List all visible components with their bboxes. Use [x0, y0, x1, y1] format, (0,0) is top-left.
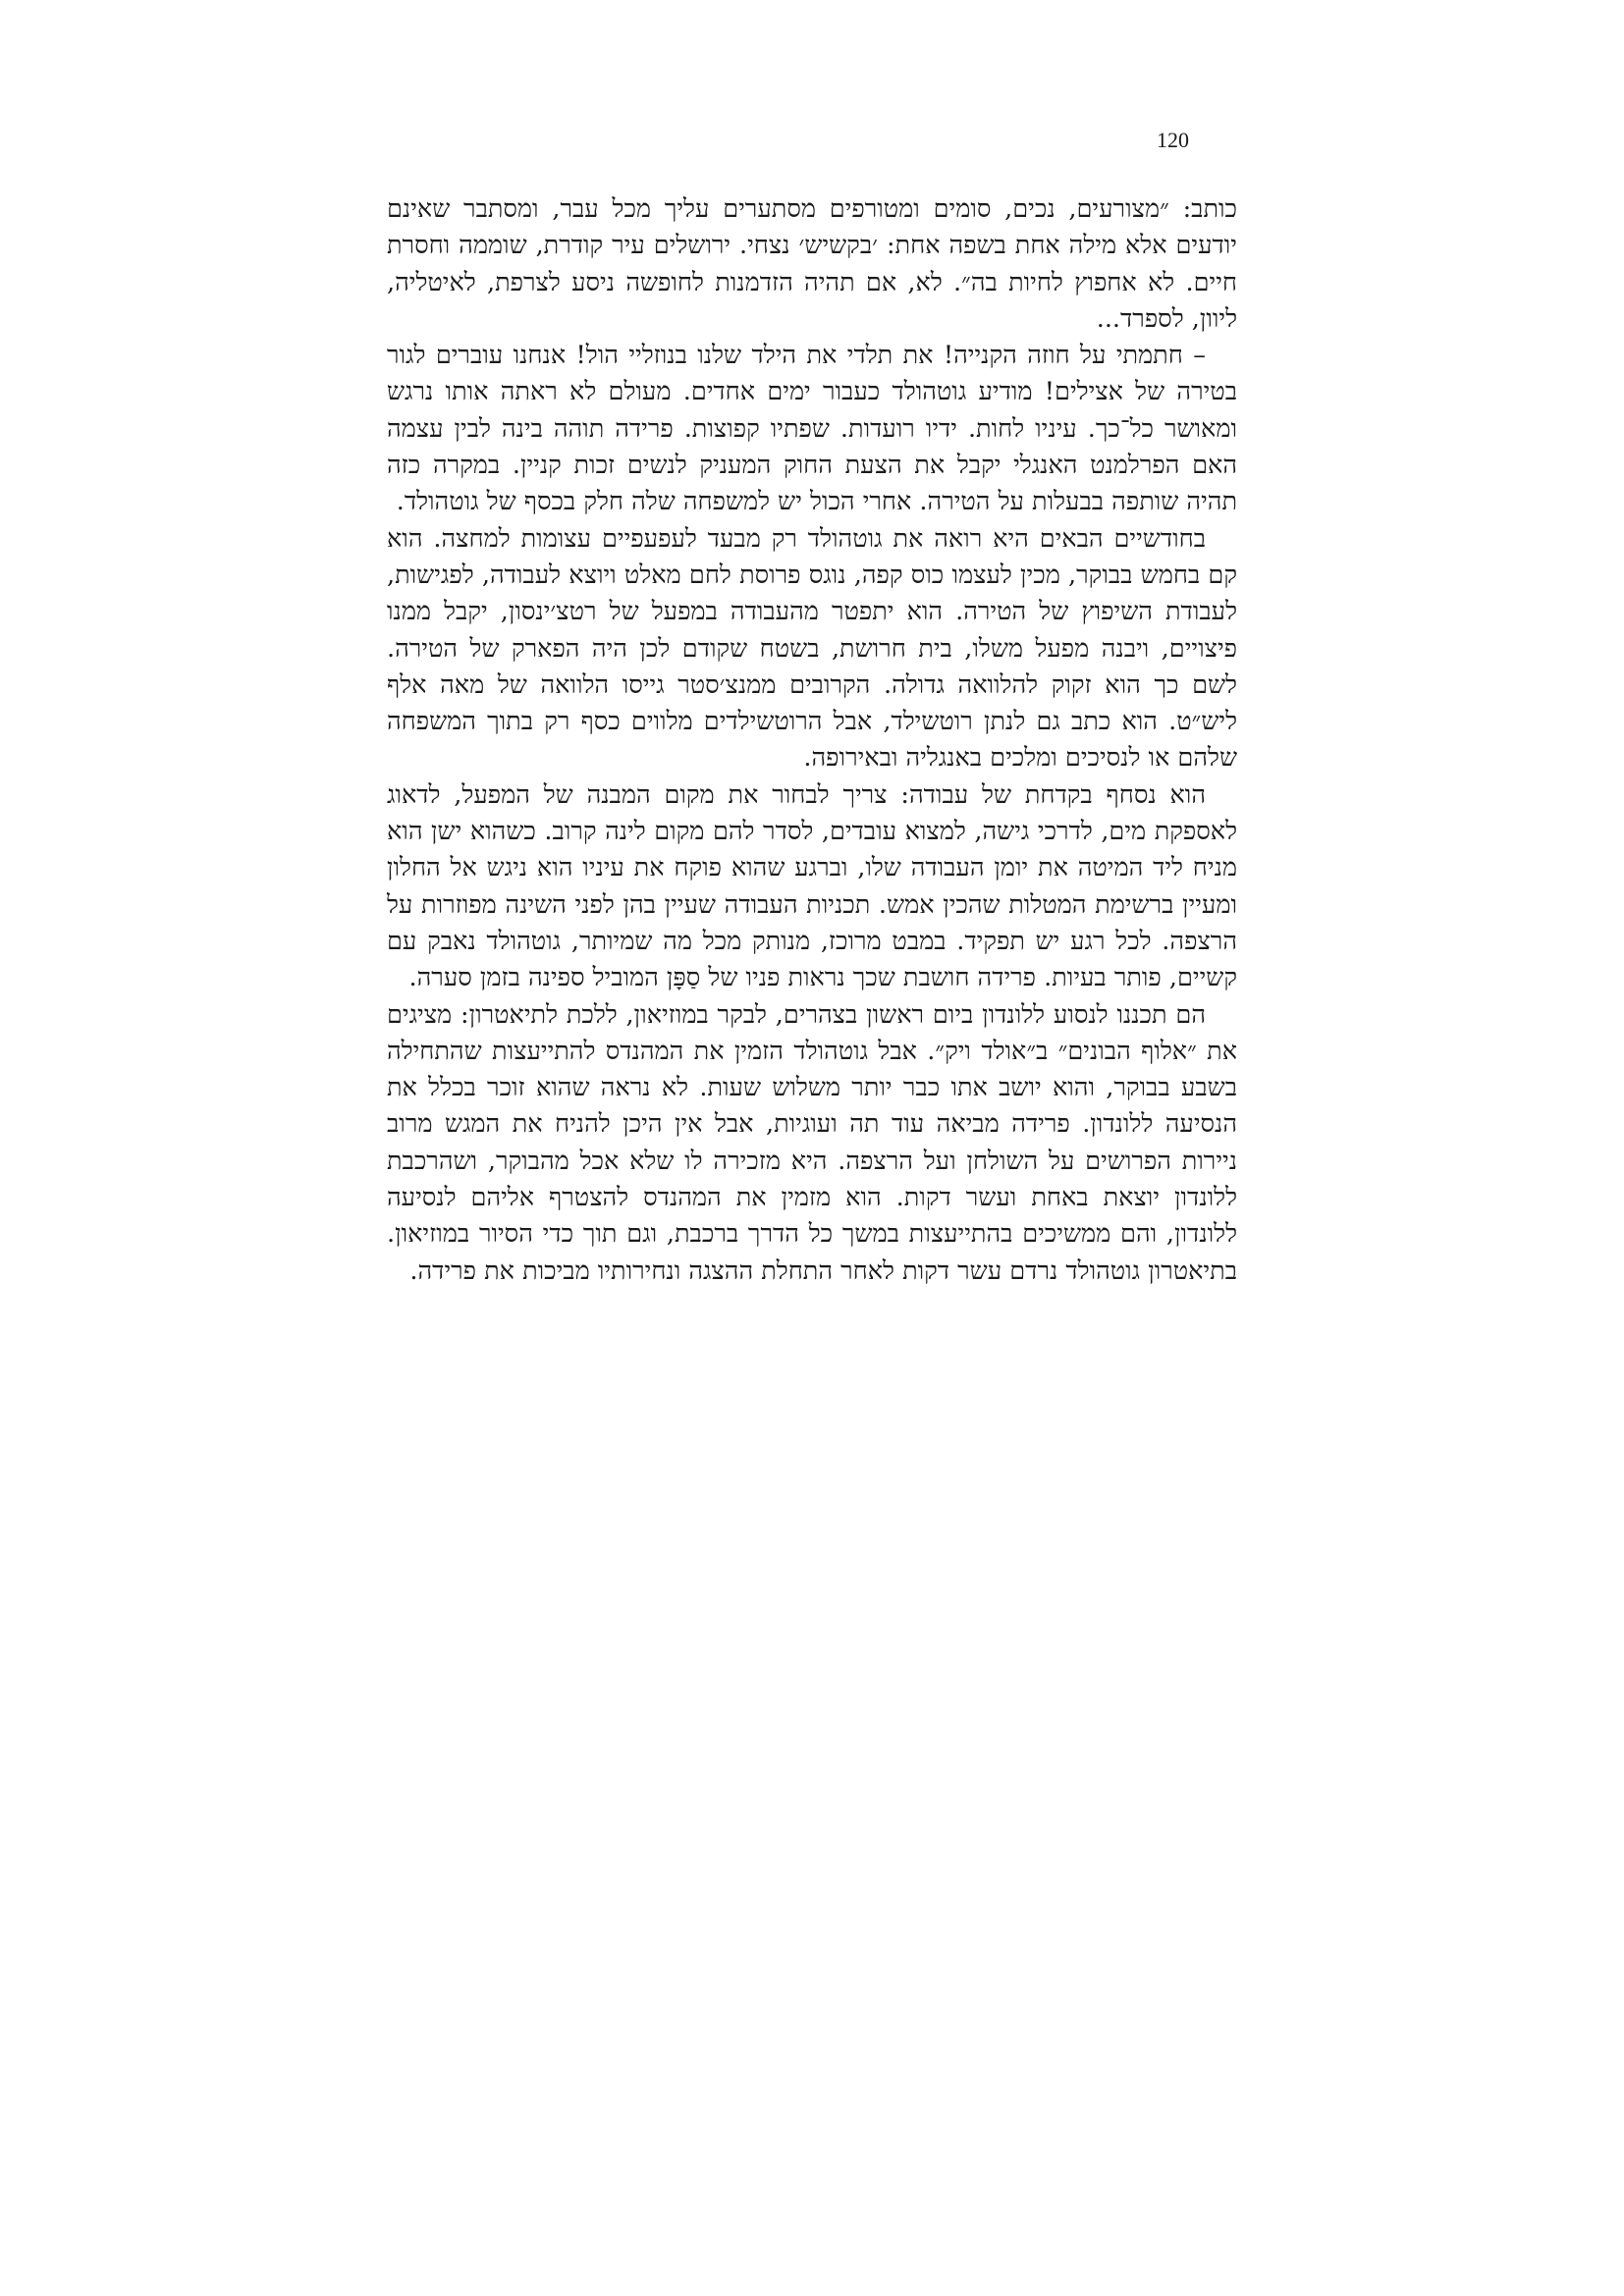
page-number: 120: [1157, 128, 1189, 152]
paragraph: כותב: ״מצורעים, נכים, סומים ומטורפים מסתערים עליך מכל עבר, ומסתבר שאינם יודעים אלא מילה אחת בשפה אחת: ׳בקשיש׳ נצחי. ירושלים עיר קודרת, שוממה וחסרת חיים. לא אחפוץ לחיות בה״. לא, אם תהיה הזדמנות לחופשה ניסע לצרפת, לאיטליה, ליוון, לספרד...: [387, 194, 1237, 334]
paragraph: בחודשיים הבאים היא רואה את גוטהולד רק מבעד לעפעפיים עצומות למחצה. הוא קם בחמש בבוקר, מכין לעצמו כוס קפה, נוגס פרוסת לחם מאלט ויוצא לעבודה, לפגישות, לעבודת השיפוץ של הטירה. הוא יתפטר מהעבודה במפעל של רטצ׳ינסון, יקבל ממנו פיצויים, ויבנה מפעל משלו, בית חרושת, בשטח שקודם לכן היה הפארק של הטירה. לשם כך הוא זקוק להלוואה גדולה. הקרובים ממנצ׳סטר גייסו הלוואה של מאה אלף ליש״ט. הוא כתב גם לנתן רוטשילד, אבל הרוטשילדים מלווים כסף רק בתוך המשפחה שלהם או לנסיכים ומלכים באנגליה ובאירופה.: [387, 523, 1237, 774]
paragraph: הם תכננו לנסוע ללונדון ביום ראשון בצהרים, לבקר במוזיאון, ללכת לתיאטרון: מציגים את ״אלוף הבונים״ ב״אולד ויק״. אבל גוטהולד הזמין את המהנדס להתייעצות שהתחילה בשבע בבוקר, והוא יושב אתו כבר יותר משלוש שעות. לא נראה שהוא זוכר בכלל את הנסיעה ללונדון. פרידה מביאה עוד תה ועוגיות, אבל אין היכן להניח את המגש מרוב ניירות הפרושים על השולחן ועל הרצפה. היא מזכירה לו שלא אכל מהבוקר, ושהרכבת ללונדון יוצאת באחת ועשר דקות. הוא מזמין את המהנדס להצטרף אליהם לנסיעה ללונדון, והם ממשיכים בהתייעצות במשך כל הדרך ברכבת, וגם תוך כדי הסיור במוזיאון. בתיאטרון גוטהולד נרדם עשר דקות לאחר התחלת ההצגה ונחירותיו מביכות את פרידה.: [387, 999, 1237, 1286]
paragraph: – חתמתי על חוזה הקנייה! את תלדי את הילד שלנו בנוזליי הול! אנחנו עוברים לגור בטירה של אצילים! מודיע גוטהולד כעבור ימים אחדים. מעולם לא ראתה אותו נרגש ומאושר כל־כך. עיניו לחות. ידיו רועדות. שפתיו קפוצות. פרידה תוהה בינה לבין עצמה האם הפרלמנט האנגלי יקבל את הצעת החוק המעניק לנשים זכות קניין. במקרה כזה תהיה שותפה בבעלות על הטירה. אחרי הכול יש למשפחה שלה חלק בכסף של גוטהולד.: [387, 341, 1237, 517]
body-text: [387, 191, 1237, 1290]
paragraph: הוא נסחף בקדחת של עבודה: צריך לבחור את מקום המבנה של המפעל, לדאוג לאספקת מים, לדרכי גישה, למצוא עובדים, לסדר להם מקום לינה קרוב. כשהוא ישן הוא מניח ליד המיטה את יומן העבודה שלו, וברגע שהוא פוקח את עיניו הוא ניגש אל החלון ומעיין ברשימת המטלות שהכין אמש. תכניות העבודה שעיין בהן לפני השינה מפוזרות על הרצפה. לכל רגע יש תפקיד. במבט מרוכז, מנותק מכל מה שמיותר, גוטהולד נאבק עם קשיים, פותר בעיות. פרידה חושבת שכך נראות פניו של סַפָּן המוביל ספינה בזמן סערה.: [387, 779, 1237, 993]
